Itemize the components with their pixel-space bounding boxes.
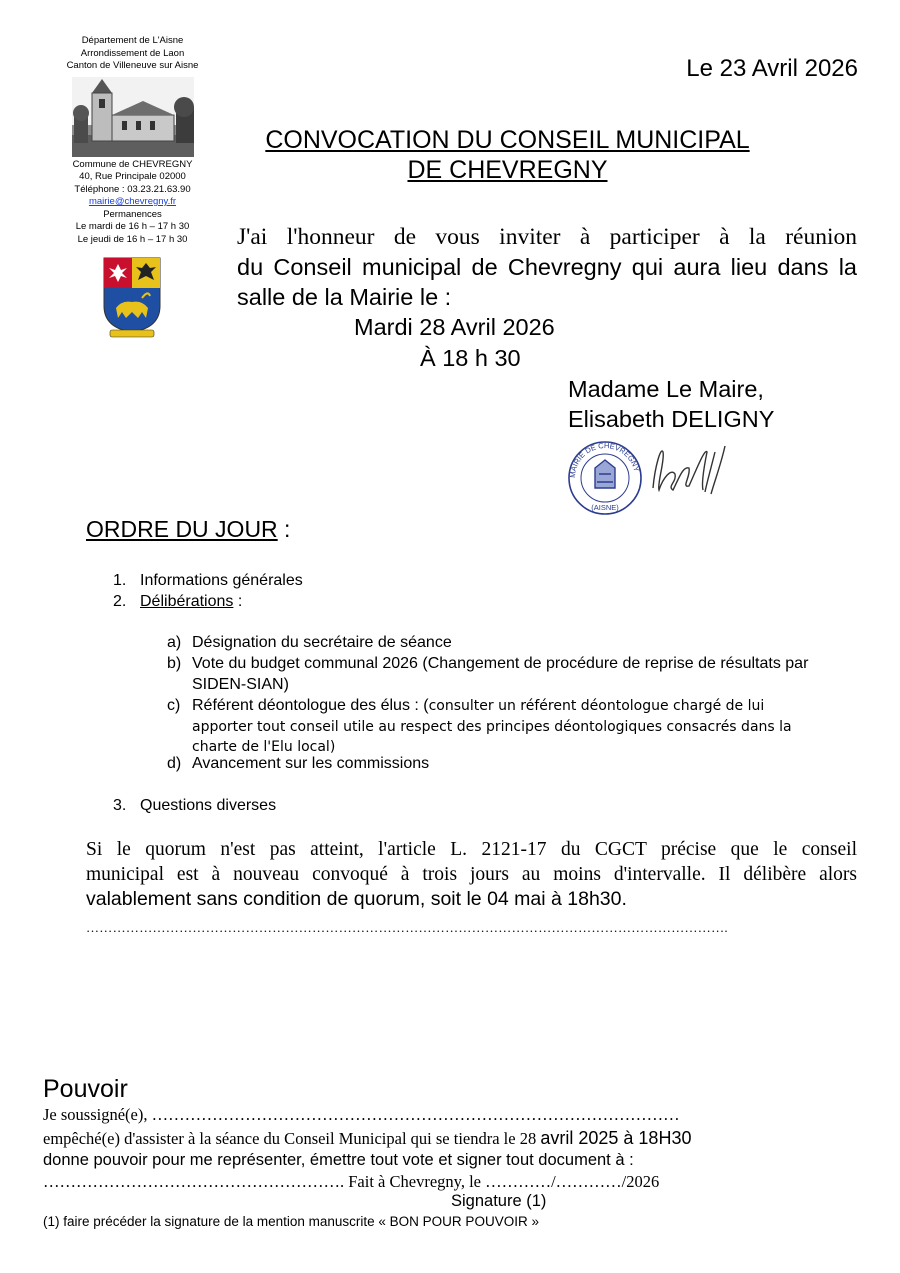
meeting-day: Mardi 28 Avril 2026 — [354, 314, 555, 340]
sub-b-letter: b) — [167, 655, 182, 672]
sub-c-detail: consulter un référent déontologue chargé de lui — [428, 698, 765, 714]
separator-dots: ………………………………………………………………………………………………………………………………. — [86, 920, 728, 935]
meeting-time: À 18 h 30 — [420, 345, 521, 371]
permanence-jeudi: Le jeudi de 16 h – 17 h 30 — [77, 233, 188, 245]
item-2-label: Délibérations — [140, 593, 234, 610]
sub-b-continuation: SIDEN-SIAN) — [192, 675, 289, 693]
sub-c-label: Référent déontologue des élus : ( — [192, 697, 429, 714]
pouvoir-line-2-text: empêché(e) d'assister à la séance du Conseil Municipal qui se tiendra le 28 — [43, 1129, 541, 1148]
document-title — [230, 125, 785, 185]
phone-line: Téléphone : 03.23.21.63.90 — [74, 183, 191, 195]
email-link[interactable]: mairie@chevregny.fr — [88, 196, 177, 207]
pouvoir-line-2 — [43, 1128, 691, 1149]
invite-line-1: J'ai l'honneur de vous inviter à participer à la réunion — [237, 224, 857, 250]
sub-a-label: Désignation du secrétaire de séance — [192, 634, 452, 651]
quorum-line-2: municipal est à nouveau convoqué à trois jours au moins d'intervalle. Il délibère alors — [86, 863, 857, 885]
signatory-role: Madame Le Maire, — [568, 376, 764, 402]
item-1-number: 1. — [113, 572, 127, 589]
pouvoir-line-2-date: avril 2025 à 18H30 — [540, 1128, 692, 1148]
permanence-mardi: Le mardi de 16 h – 17 h 30 — [75, 221, 190, 232]
item-3-number: 3. — [113, 797, 127, 814]
pouvoir-title: Pouvoir — [43, 1075, 128, 1103]
sub-b-label: Vote du budget communal 2026 (Changement de procédure de reprise de résultats par — [192, 655, 809, 672]
canton-line: Canton de Villeneuve sur Aisne — [66, 60, 199, 71]
list-item — [113, 796, 276, 817]
invite-line-3: salle de la Mairie le : — [237, 284, 452, 310]
pouvoir-line-4: ………………………………………………. Fait à Chevregny, le …………/…………/2026 — [43, 1172, 660, 1191]
title-line-2: DE CHEVREGNY — [407, 156, 608, 184]
item-1-label: Informations générales — [140, 572, 303, 589]
quorum-line-3: valablement sans condition de quorum, soit le 04 mai à 18h30. — [86, 888, 627, 910]
sub-item-d — [167, 754, 857, 775]
sub-d-letter: d) — [167, 755, 182, 772]
list-item — [113, 592, 242, 613]
quorum-paragraph — [86, 838, 857, 912]
pouvoir-line-1: Je soussigné(e), …………………………………………………………………………………… — [43, 1105, 680, 1124]
sub-c-letter: c) — [167, 697, 181, 714]
address-line: 40, Rue Principale 02000 — [79, 171, 186, 182]
coat-of-arms-icon — [102, 256, 162, 338]
church-photo — [72, 77, 194, 157]
quorum-line-1: Si le quorum n'est pas atteint, l'article L. 2121-17 du CGCT précise que le conseil — [86, 839, 857, 860]
signature-label: Signature (1) — [451, 1192, 547, 1210]
stamp-top-text: MAIRIE DE CHEVREGNY — [567, 440, 642, 479]
title-line-1: CONVOCATION DU CONSEIL MUNICIPAL — [265, 126, 750, 154]
sub-item-c — [167, 696, 867, 758]
ordre-heading-colon: : — [277, 516, 291, 542]
item-2-suffix: : — [233, 593, 243, 610]
sub-c-continuation: apporter tout conseil utile au respect des principes déontologiques consacrés dans la — [192, 718, 792, 735]
item-2-number: 2. — [113, 593, 127, 610]
stamp-bottom-text: (AISNE) — [591, 503, 619, 512]
letter-date: Le 23 Avril 2026 — [686, 55, 858, 82]
mairie-stamp-signature — [565, 438, 740, 518]
invite-line-2: du Conseil municipal de Chevregny qui aura lieu dans la — [237, 254, 857, 280]
commune-line: Commune de CHEVREGNY — [72, 158, 193, 170]
sub-d-label: Avancement sur les commissions — [192, 755, 430, 772]
signatory-name: Elisabeth DELIGNY — [568, 406, 775, 432]
mairie-sidebar — [55, 35, 210, 246]
arrondissement-line: Arrondissement de Laon — [80, 47, 185, 59]
list-item — [113, 571, 303, 592]
sub-a-letter: a) — [167, 634, 182, 651]
item-3-label: Questions diverses — [140, 797, 277, 814]
ordre-heading-text: ORDRE DU JOUR — [86, 516, 278, 542]
ordre-du-jour-heading — [86, 516, 290, 543]
invitation-paragraph — [237, 222, 857, 312]
permanences-label: Permanences — [103, 208, 162, 220]
sub-c-continuation-2: charte de l'Elu local) — [192, 739, 336, 755]
sub-item-b — [167, 654, 857, 695]
pouvoir-line-3: donne pouvoir pour me représenter, émettre tout vote et signer tout document à : — [43, 1151, 634, 1169]
sub-item-a — [167, 633, 857, 654]
footnote: (1) faire précéder la signature de la mention manuscrite « BON POUR POUVOIR » — [43, 1214, 539, 1229]
dept-line: Département de L'Aisne — [81, 35, 184, 46]
